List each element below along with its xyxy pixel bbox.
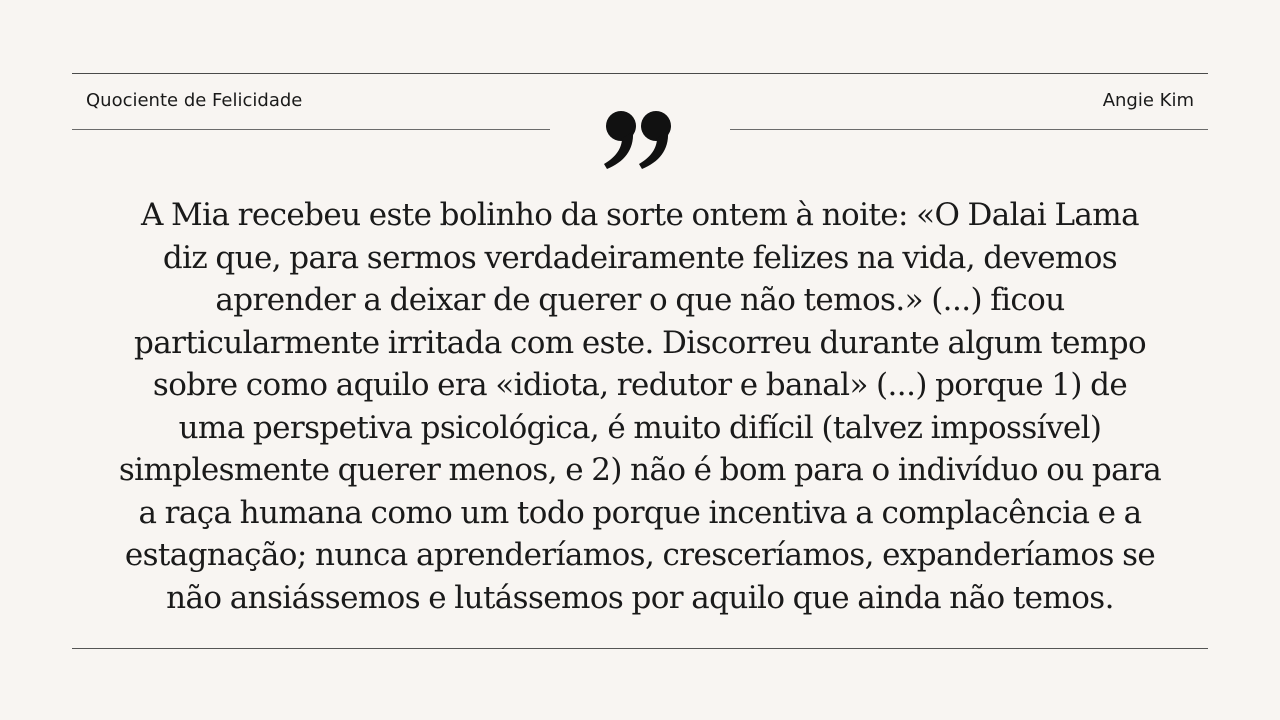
author-name: Angie Kim	[1102, 90, 1194, 111]
quote-line: a raça humana como um todo porque incentiva a complacência e a	[138, 494, 1142, 531]
book-title: Quociente de Felicidade	[86, 90, 303, 111]
bottom-divider	[72, 648, 1208, 649]
quote-line: estagnação; nunca aprenderíamos, cresceríamos, expanderíamos se	[124, 537, 1156, 573]
closing-quote-icon	[600, 108, 680, 172]
quote-line: A Mia recebeu este bolinho da sorte ontem à noite: «O Dalai Lama	[141, 197, 1139, 233]
quote-text	[72, 194, 1208, 619]
quote-line: diz que, para sermos verdadeiramente felizes na vida, devemos	[162, 239, 1118, 276]
top-divider	[72, 73, 1208, 74]
quote-line: uma perspetiva psicológica, é muito difícil (talvez impossível)	[178, 409, 1102, 446]
quote-line: sobre como aquilo era «idiota, redutor e banal» (...) porque 1) de	[152, 367, 1128, 403]
right-divider	[730, 129, 1208, 130]
quote-line: não ansiássemos e lutássemos por aquilo que ainda não temos.	[166, 579, 1114, 616]
quote-line: aprender a deixar de querer o que não temos.» (...) ficou	[215, 282, 1065, 318]
quote-line: particularmente irritada com este. Discorreu durante algum tempo	[133, 324, 1147, 361]
left-divider	[72, 129, 550, 130]
quote-line: simplesmente querer menos, e 2) não é bom para o indivíduo ou para	[118, 452, 1162, 488]
